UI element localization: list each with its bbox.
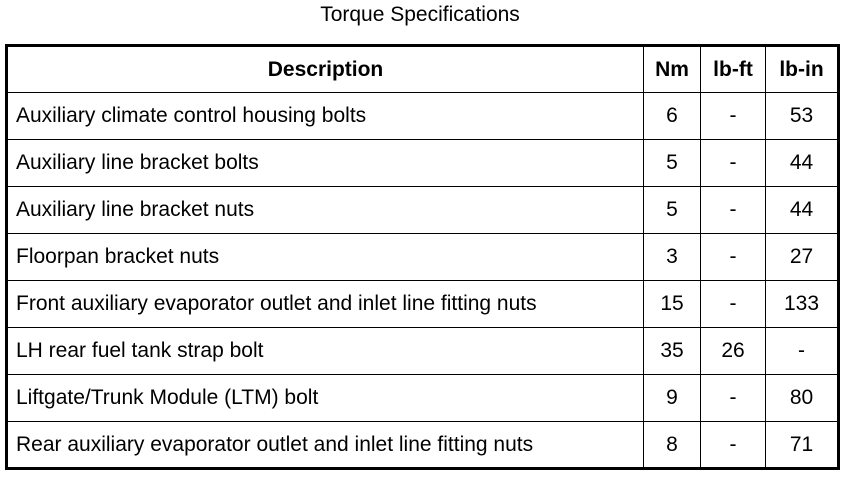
cell-description: Liftgate/Trunk Module (LTM) bolt: [7, 375, 644, 422]
cell-nm: 9: [644, 375, 701, 422]
cell-lb-in: -: [766, 328, 839, 375]
cell-nm: 8: [644, 422, 701, 469]
column-header-lb-in: lb-in: [766, 46, 839, 93]
table-row: [7, 93, 839, 140]
table-row: [7, 140, 839, 187]
cell-lb-ft: -: [701, 281, 766, 328]
cell-description: Rear auxiliary evaporator outlet and inlet line fitting nuts: [7, 422, 644, 469]
cell-description: Auxiliary line bracket nuts: [7, 187, 644, 234]
cell-lb-in: 53: [766, 93, 839, 140]
cell-lb-in: 80: [766, 375, 839, 422]
cell-lb-in: 133: [766, 281, 839, 328]
cell-description: LH rear fuel tank strap bolt: [7, 328, 644, 375]
cell-lb-ft: -: [701, 422, 766, 469]
table-row: [7, 328, 839, 375]
cell-nm: 3: [644, 234, 701, 281]
cell-lb-ft: -: [701, 93, 766, 140]
cell-nm: 5: [644, 140, 701, 187]
cell-description: Auxiliary line bracket bolts: [7, 140, 644, 187]
cell-nm: 15: [644, 281, 701, 328]
cell-description: Auxiliary climate control housing bolts: [7, 93, 644, 140]
cell-lb-ft: -: [701, 234, 766, 281]
column-header-description: Description: [7, 46, 644, 93]
page-title: Torque Specifications: [320, 3, 520, 26]
cell-lb-in: 71: [766, 422, 839, 469]
table-row: [7, 375, 839, 422]
table-row: [7, 422, 839, 469]
cell-description: Front auxiliary evaporator outlet and inlet line fitting nuts: [7, 281, 644, 328]
cell-nm: 5: [644, 187, 701, 234]
cell-lb-ft: -: [701, 140, 766, 187]
cell-lb-in: 44: [766, 187, 839, 234]
cell-nm: 6: [644, 93, 701, 140]
cell-lb-ft: -: [701, 375, 766, 422]
cell-lb-in: 27: [766, 234, 839, 281]
torque-spec-table: [5, 44, 840, 470]
cell-lb-ft: -: [701, 187, 766, 234]
cell-description: Floorpan bracket nuts: [7, 234, 644, 281]
column-header-nm: Nm: [644, 46, 701, 93]
table-row: [7, 187, 839, 234]
cell-lb-ft: 26: [701, 328, 766, 375]
cell-nm: 35: [644, 328, 701, 375]
cell-lb-in: 44: [766, 140, 839, 187]
table-header-row: [7, 46, 839, 93]
table-row: [7, 281, 839, 328]
table-row: [7, 234, 839, 281]
column-header-lb-ft: lb-ft: [701, 46, 766, 93]
